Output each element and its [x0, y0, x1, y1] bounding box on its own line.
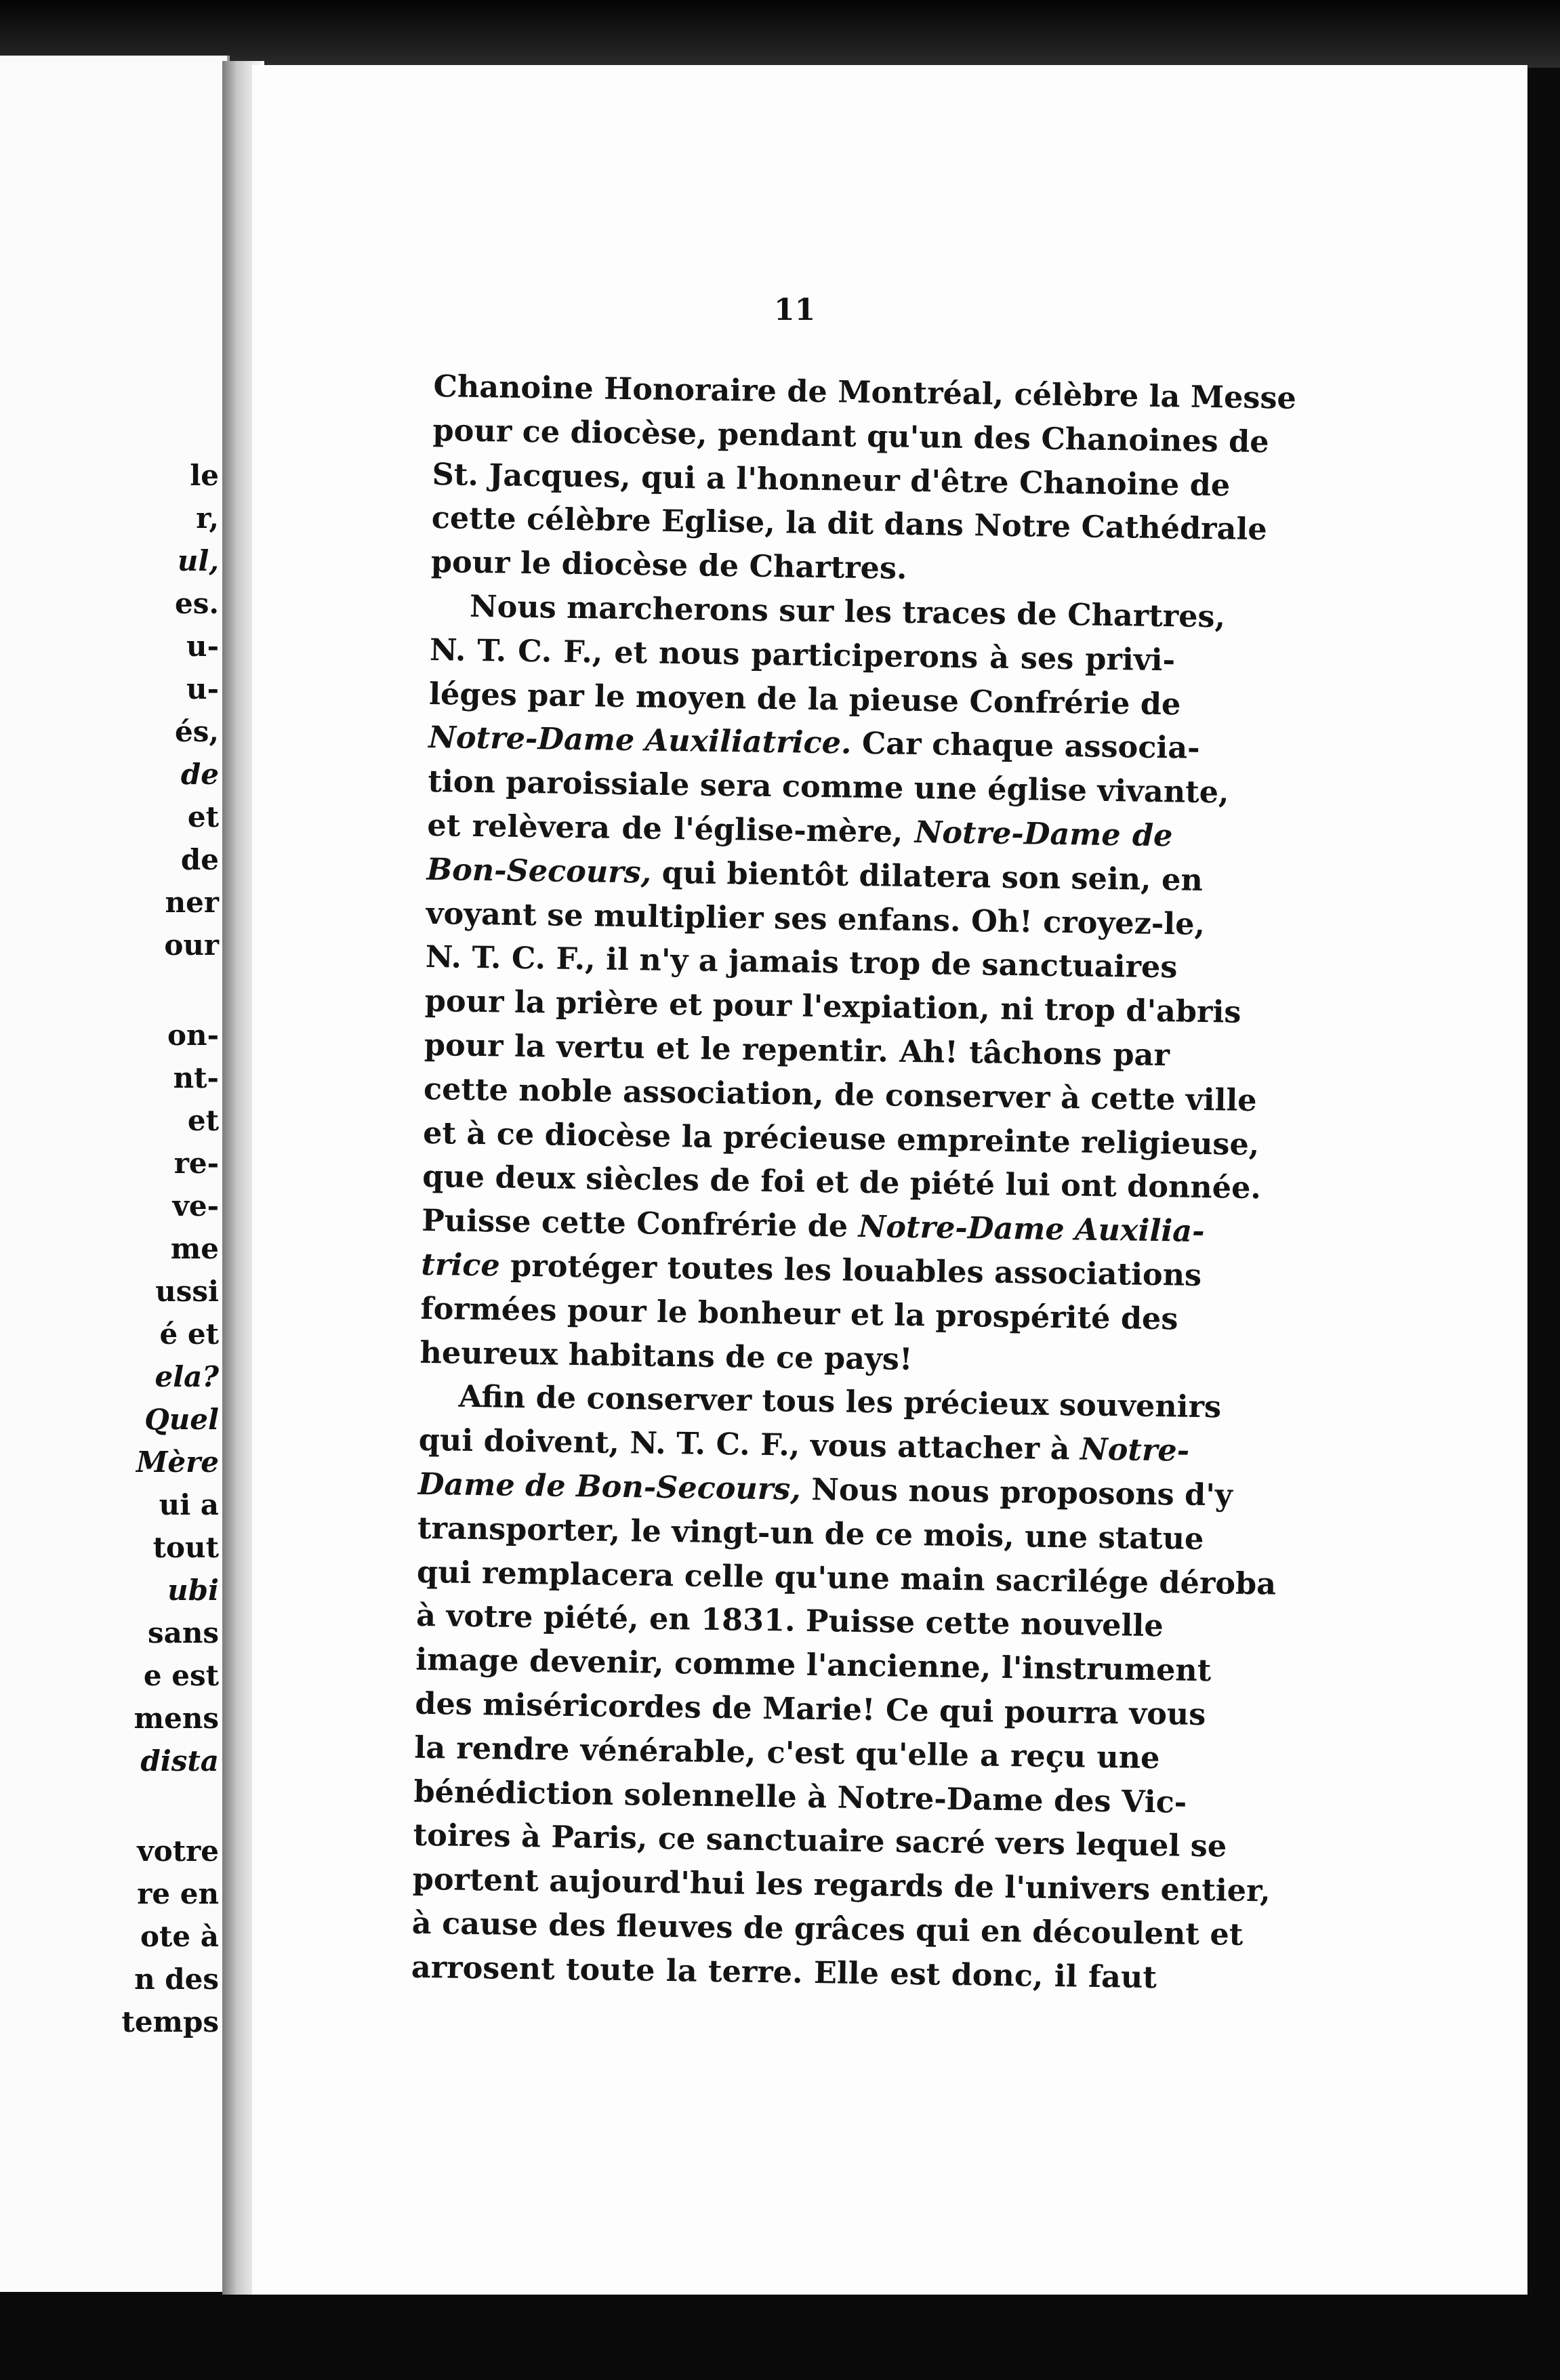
text-segment: Afin de conserver tous les précieux souvenirs	[458, 1378, 1222, 1425]
text-segment: et relèvera de l'église-mère,	[427, 807, 916, 850]
left-page-fragment: re en	[137, 1877, 219, 1910]
text-segment: Nous nous proposons d'y	[800, 1471, 1233, 1513]
italic-text: Bon-Secours,	[426, 851, 652, 890]
left-page-fragment: es.	[175, 587, 219, 620]
text-segment: N. T. C. F., et nous participerons à ses privi-	[429, 632, 1176, 678]
left-page-fragment: u-	[186, 672, 219, 705]
text-segment: qui remplacera celle qu'une main sacrilége déroba	[416, 1554, 1277, 1602]
text-segment: léges par le moyen de la pieuse Confrérie de	[428, 676, 1181, 722]
left-page-fragment: de	[180, 843, 219, 876]
body-text	[411, 365, 1297, 2000]
left-page-fragment: re-	[173, 1147, 219, 1180]
left-page-fragment: et	[187, 800, 219, 834]
italic-text: trice	[421, 1246, 501, 1284]
text-segment: pour la prière et pour l'expiation, ni trop d'abris	[424, 983, 1241, 1030]
left-page-fragment: nt-	[173, 1061, 219, 1094]
left-page-fragment: on-	[167, 1019, 219, 1052]
text-segment: pour le diocèse de Chartres.	[430, 544, 907, 586]
left-page-fragment: ui a	[159, 1488, 219, 1521]
italic-text: Dame de Bon-Secours,	[417, 1466, 802, 1507]
text-segment: Nous marcherons sur les traces de Chartres,	[469, 588, 1226, 635]
text-segment: St. Jacques, qui a l'honneur d'être Chanoine de	[432, 456, 1231, 504]
italic-text: Notre-Dame Auxiliatrice.	[428, 720, 852, 762]
left-page-fragment: Mère	[136, 1445, 219, 1479]
left-page-fragment: votre	[137, 1834, 219, 1868]
text-segment: formées pour le bonheur et la prospérité des	[420, 1290, 1178, 1337]
left-page-gap	[2, 966, 219, 1014]
text-segment: portent aujourd'hui les regards de l'univers entier,	[412, 1861, 1271, 1909]
text-segment: N. T. C. F., il n'y a jamais trop de sanctuaires	[425, 939, 1178, 985]
left-page-fragment: és,	[175, 715, 219, 748]
text-segment: arrosent toute la terre. Elle est donc, il faut	[411, 1949, 1157, 1995]
left-page-fragment: dista	[140, 1744, 219, 1778]
text-segment: qui bientôt dilatera son sein, en	[651, 855, 1204, 898]
left-page-fragment: mens	[134, 1702, 219, 1735]
text-segment: heureux habitans de ce pays!	[419, 1334, 913, 1377]
text-segment: que deux siècles de foi et de piété lui ont donnée.	[422, 1159, 1262, 1206]
left-page-fragment: de	[180, 758, 219, 791]
scan-top-border	[0, 0, 1560, 68]
left-page-fragment: r,	[196, 501, 219, 535]
left-page-fragment: ul,	[177, 544, 219, 577]
left-page	[0, 56, 230, 2292]
scan-bottom-border	[0, 2295, 1560, 2380]
text-segment: Puisse cette Confrérie de	[422, 1203, 859, 1245]
left-page-fragment: ussi	[155, 1275, 219, 1308]
text-segment: image devenir, comme l'ancienne, l'instrument	[415, 1641, 1212, 1689]
text-segment: cette célèbre Eglise, la dit dans Notre Cathédrale	[431, 500, 1267, 548]
italic-text: Notre-Dame Auxilia-	[858, 1209, 1205, 1250]
left-page-fragment: sans	[147, 1616, 219, 1649]
left-page-fragment: e est	[143, 1659, 219, 1692]
text-segment: cette noble association, de conserver à cette ville	[423, 1071, 1257, 1118]
left-page-fragment: le	[190, 459, 219, 492]
left-page-fragment: temps	[121, 2005, 219, 2038]
italic-text: Notre-	[1080, 1431, 1190, 1469]
text-segment: voyant se multiplier ses enfans. Oh! croyez-le,	[426, 895, 1206, 942]
text-segment: pour la vertu et le repentir. Ah! tâchons par	[424, 1027, 1170, 1073]
text-segment: la rendre vénérable, c'est qu'elle a reçu une	[414, 1729, 1160, 1776]
left-page-fragments	[2, 454, 219, 2043]
page-number: 11	[774, 293, 816, 327]
left-page-fragment: tout	[152, 1531, 219, 1564]
left-page-fragment: Quel	[144, 1403, 219, 1436]
left-page-fragment: ela?	[155, 1360, 219, 1393]
text-segment: qui doivent, N. T. C. F., vous attacher à	[418, 1422, 1081, 1467]
left-page-fragment: me	[170, 1232, 219, 1265]
left-page-fragment: u-	[186, 630, 219, 663]
text-segment: transporter, le vingt-un de ce mois, une statue	[417, 1510, 1204, 1557]
italic-text: Notre-Dame de	[914, 814, 1173, 854]
text-segment: à cause des fleuves de grâces qui en découlent et	[411, 1905, 1244, 1952]
text-segment: toires à Paris, ce sanctuaire sacré vers lequel se	[413, 1818, 1227, 1864]
text-segment: des miséricordes de Marie! Ce qui pourra vous	[415, 1685, 1206, 1733]
text-segment: tion paroissiale sera comme une église vivante,	[428, 764, 1229, 811]
left-page-fragment: et	[187, 1104, 219, 1137]
text-segment: pour ce diocèse, pendant qu'un des Chanoines de	[432, 412, 1269, 460]
left-page-fragment: é et	[159, 1317, 219, 1351]
text-segment: et à ce diocèse la précieuse empreinte religieuse,	[422, 1115, 1260, 1162]
left-page-fragment: ner	[165, 886, 219, 919]
left-page-fragment: ve-	[172, 1189, 219, 1223]
text-segment: Chanoine Honoraire de Montréal, célèbre la Messe	[433, 368, 1297, 416]
text-segment: bénédiction solennelle à Notre-Dame des Vic-	[413, 1773, 1187, 1820]
left-page-fragment: ote à	[140, 1920, 219, 1953]
text-segment: protéger toutes les louables associations	[499, 1248, 1202, 1293]
text-segment: à votre piété, en 1831. Puisse cette nouvelle	[415, 1598, 1164, 1644]
text-segment: Car chaque associa-	[851, 726, 1200, 766]
left-page-gap	[2, 1782, 219, 1830]
left-page-fragment: ubi	[167, 1574, 219, 1607]
left-page-fragment: n des	[134, 1963, 219, 1996]
left-page-fragment: our	[164, 928, 219, 962]
